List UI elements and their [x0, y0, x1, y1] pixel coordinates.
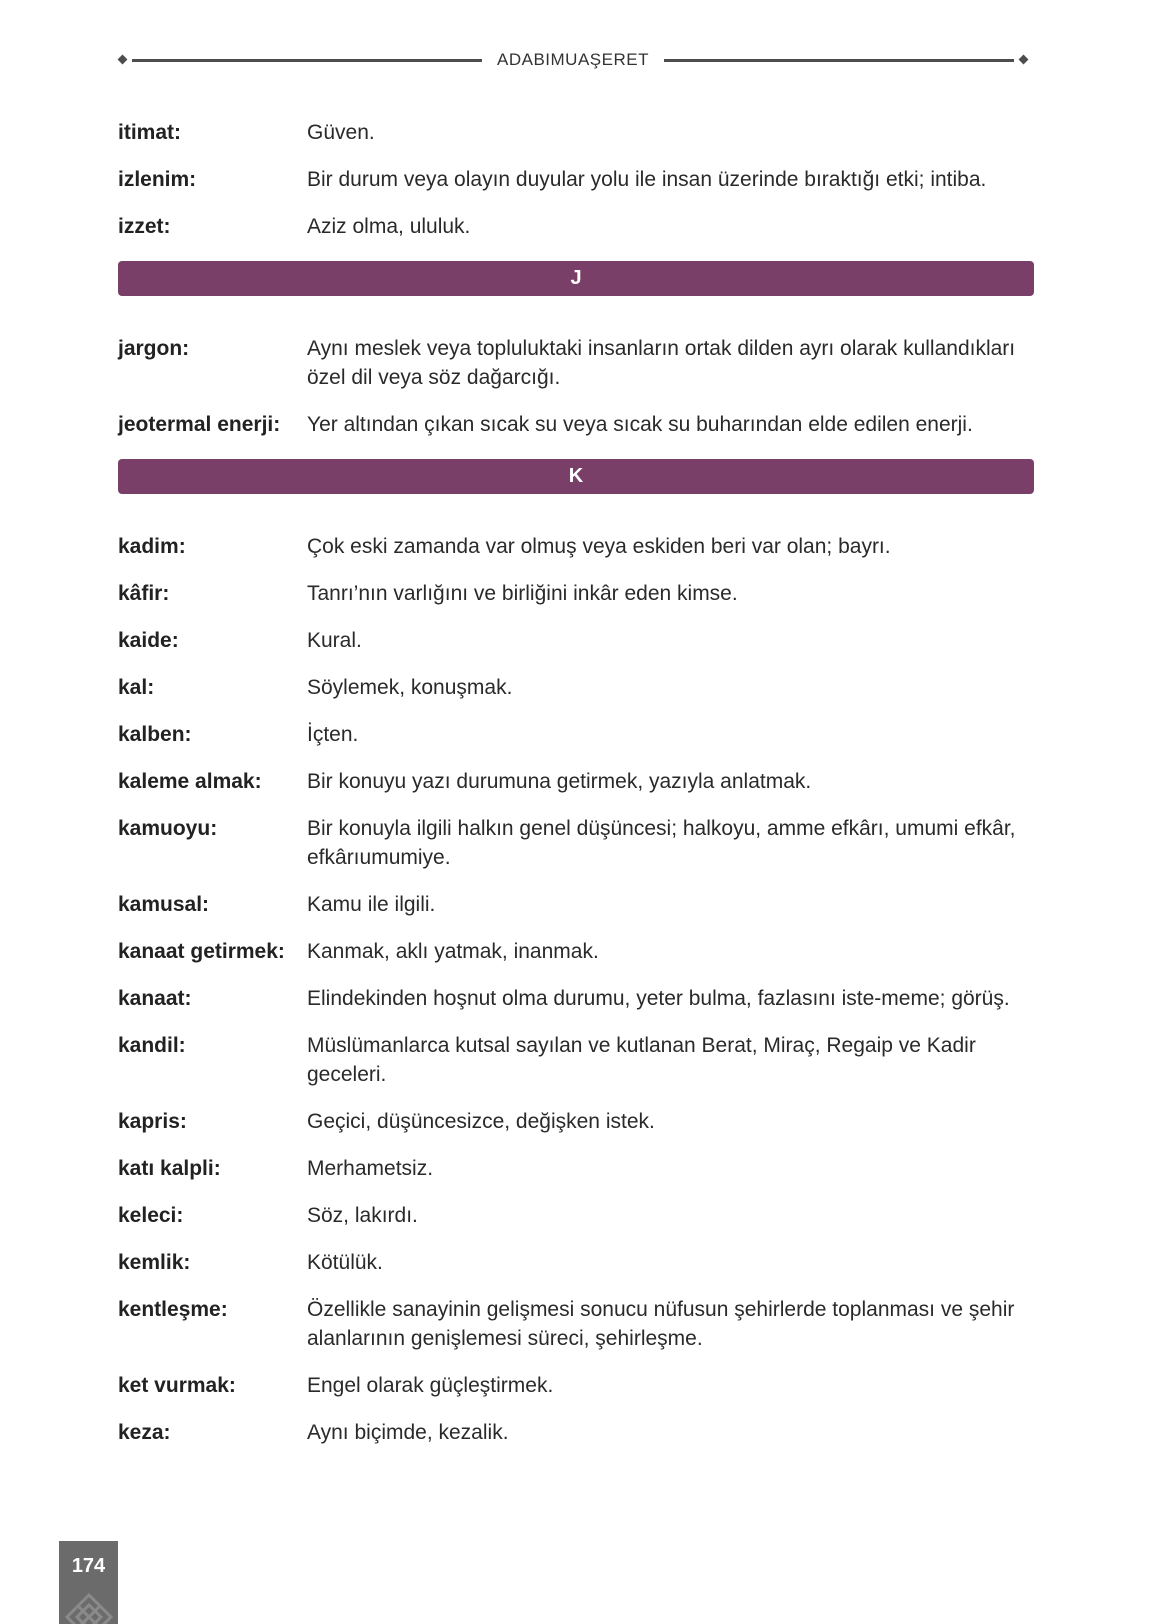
glossary-term: keleci: [118, 1204, 184, 1227]
glossary-entry [118, 1107, 1034, 1136]
glossary-entry [118, 212, 1034, 241]
glossary-term: izlenim: [118, 168, 197, 191]
glossary-entry [118, 165, 1034, 194]
glossary-term: kemlik: [118, 1251, 191, 1274]
glossary-entry [118, 532, 1034, 561]
glossary-definition: Engel olarak güçleştirmek. [307, 1374, 554, 1397]
glossary-entry [118, 1154, 1034, 1183]
glossary-entry [118, 1031, 1034, 1089]
glossary-entry [118, 984, 1034, 1013]
glossary-definition: Kamu ile ilgili. [307, 893, 436, 916]
glossary-term: kentleşme: [118, 1298, 228, 1321]
glossary-term: jargon: [118, 337, 190, 360]
glossary-definition: Aynı biçimde, kezalik. [307, 1421, 509, 1444]
glossary-definition: Aziz olma, ululuk. [307, 215, 471, 238]
glossary-definition: Yer altından çıkan sıcak su veya sıcak su buharından elde edilen enerji. [307, 413, 973, 436]
glossary-definition: Bir konuyla ilgili halkın genel düşüncesi; halkoyu, amme efkârı, umumi efkâr, efkârıumumiye. [307, 817, 1016, 869]
glossary-definition: Elindekinden hoşnut olma durumu, yeter bulma, fazlasını iste-meme; görüş. [307, 987, 1010, 1010]
header-rule [664, 59, 1014, 62]
glossary-term: izzet: [118, 215, 171, 238]
glossary-definition: Aynı meslek veya topluluktaki insanların ortak dilden ayrı olarak kullandıkları özel dil veya söz dağarcığı. [307, 337, 1016, 389]
glossary-term: kanaat: [118, 987, 192, 1010]
glossary-term: kapris: [118, 1110, 187, 1133]
glossary-entry [118, 890, 1034, 919]
glossary-definition: Merhametsiz. [307, 1157, 434, 1180]
glossary-definition: Kötülük. [307, 1251, 383, 1274]
glossary-entry [118, 118, 1034, 147]
glossary-entry [118, 814, 1034, 872]
glossary-term: itimat: [118, 121, 181, 144]
page-number: 174 [71, 1555, 106, 1577]
glossary-term: kamuoyu: [118, 817, 218, 840]
glossary-definition: Tanrı’nın varlığını ve birliğini inkâr eden kimse. [307, 582, 738, 605]
glossary-entry [118, 937, 1034, 966]
glossary-term: kandil: [118, 1034, 186, 1057]
glossary-entry [118, 1295, 1034, 1353]
glossary-definition: Söylemek, konuşmak. [307, 676, 513, 699]
glossary-term: kamusal: [118, 893, 210, 916]
glossary-entry [118, 626, 1034, 655]
section-letter-bar: J [118, 261, 1034, 296]
glossary-term: kaleme almak: [118, 770, 262, 793]
glossary-entry [118, 767, 1034, 796]
glossary-entry [118, 1418, 1034, 1447]
glossary-entry [118, 1371, 1034, 1400]
glossary-definition: Kural. [307, 629, 362, 652]
glossary-entry [118, 720, 1034, 749]
knot-ornament-icon [63, 1591, 115, 1624]
glossary-definition: Bir durum veya olayın duyular yolu ile insan üzerinde bıraktığı etki; intiba. [307, 168, 987, 191]
glossary-entry [118, 410, 1034, 439]
glossary-term: kaide: [118, 629, 179, 652]
glossary-definition: İçten. [307, 723, 359, 746]
glossary-definition: Söz, lakırdı. [307, 1204, 418, 1227]
running-header [112, 44, 1034, 74]
glossary-definition: Kanmak, aklı yatmak, inanmak. [307, 940, 599, 963]
glossary-definition: Geçici, düşüncesizce, değişken istek. [307, 1110, 655, 1133]
glossary-definition: Müslümanlarca kutsal sayılan ve kutlanan Berat, Miraç, Regaip ve Kadir geceleri. [307, 1034, 976, 1086]
glossary-term: kanaat getirmek: [118, 940, 285, 963]
glossary-entry [118, 1201, 1034, 1230]
page-number-tab [59, 1541, 118, 1624]
glossary-definition: Çok eski zamanda var olmuş veya eskiden beri var olan; bayrı. [307, 535, 891, 558]
section-letter-bar: K [118, 459, 1034, 494]
glossary-term: keza: [118, 1421, 171, 1444]
glossary-definition: Özellikle sanayinin gelişmesi sonucu nüfusun şehirlerde toplanması ve şehir alanlarının genişlemesi süreci, şehirleşme. [307, 1298, 1015, 1350]
glossary-content [118, 118, 1034, 1465]
glossary-definition: Bir konuyu yazı durumuna getirmek, yazıyla anlatmak. [307, 770, 812, 793]
glossary-entry [118, 579, 1034, 608]
glossary-term: katı kalpli: [118, 1157, 221, 1180]
glossary-term: jeotermal enerji: [118, 413, 281, 436]
glossary-entry [118, 673, 1034, 702]
glossary-definition: Güven. [307, 121, 375, 144]
glossary-term: ket vurmak: [118, 1374, 236, 1397]
glossary-term: kalben: [118, 723, 192, 746]
glossary-entry [118, 1248, 1034, 1277]
glossary-entry [118, 334, 1034, 392]
glossary-term: kâfir: [118, 582, 170, 605]
glossary-term: kadim: [118, 535, 186, 558]
glossary-term: kal: [118, 676, 155, 699]
running-header-title: ADABIMUAŞERET [497, 50, 649, 69]
